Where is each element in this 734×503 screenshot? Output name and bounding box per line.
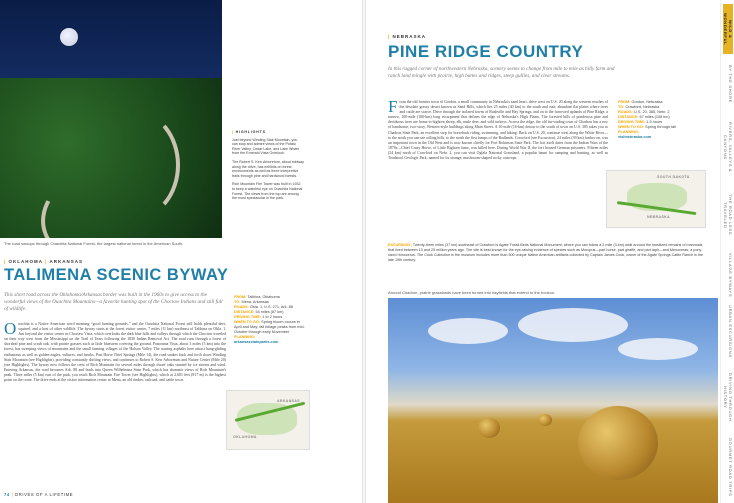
highlight-3: Rich Mountain Fire Tower was built in 1932 to keep a watchful eye on Ouachita National Forest. The views from the top are among the most spectacular in the park. — [232, 182, 303, 201]
right-facts: FROM: Gordon, Nebraska TO: Crawford, Nebraska ROADS: U.S. 20, 385, Nebr. 2 DISTANCE: 67 miles (108 km) DRIVING TIME: 1.5 hours WHEN TO GO: Spring through fall PLANNING: visitnebraska.com — [618, 100, 676, 139]
left-title: TALIMENA SCENIC BYWAY — [4, 266, 229, 284]
right-body: From the old frontier town of Gordon, a small community in Nebraska's sand heart, drive west on U.S. 20 along the western reaches of the desolate grassy desert known as Sand Hills, which lies 25 miles (40 km) to the south and east; abundant flat plains where trees and cattle are scarce. Drive through the isolated towns of Rushville and Hay Springs, and on to the furrowed uplands of Pine Ridge, a narrow, 100-mile (160-km) long escarpment that defines the edge of Nebraska's High Plains. The forested hills of ponderosa pine and deciduous trees are home to bighorn sheep, elk, mule deer, and wild turkeys. Across the ridge, the old fur-trading town of Chadron has a row of handsome, two-story, Western-style buildings along Main Street. A 10-mile (16-km) detour to the south of town on U.S. 385 takes you to Chadron State Park, an excellent stop for horseback riding, swimming, and hiking. Back on U.S. 20, continue west along the White River—to the north you can see rolling hills, to the north the first lumps of the Badlands. Crawford (see Excursion), 24 miles (39 km) farther on, was an important town in the Old West and is now known chiefly for Fort Robinson State Park. The fort itself dates from the Indian Wars of the 1870s—Chief Crazy Horse, of Little Bighorn fame, was killed here. During World War II, the fort housed German prisoners. Fifteen miles (24 km) north of Crawford on Nebr. 2, you can visit Oglala National Grassland, a popular haunt for camping and hunting, as well as Toadstool Geologic Park, named for its strange, mushroom-shaped rocky outcrops. — [388, 97, 608, 161]
tab-0[interactable]: WILD & WONDERFUL — [723, 4, 733, 54]
tab-6[interactable]: DRIVING THROUGH HISTORY — [723, 372, 733, 422]
left-facts: FROM: Talihina, Oklahoma TO: Mena, Arkansas ROADS: Okla. 1, U.S. 271, Ark. 88 DISTANCE: 54 miles (87 km) DRIVING TIME: 1 to 2 hours WHEN TO GO: Spring bloom occurs in April and May; fall foliage peaks from mid-October through early November PLANNING: arkansasstateparks.com — [234, 295, 305, 344]
left-route-map — [226, 390, 310, 450]
highlight-2: The Robert S. Kerr Arboretum, about midway along the drive, has exhibits on forest environments as well as three interpretive trails through pine and hardwood forests. — [232, 159, 304, 178]
tab-7[interactable]: GOURMET ROAD TRIPS — [728, 437, 733, 497]
map-label-south-dakota: SOUTH DAKOTA — [657, 175, 690, 179]
left-deck: This short road across the Oklahoma/Arkansas border was built in the 1960s to give access to the wonderful views of the Ouachita Mountains—a favorite hunting spot of the Choctaw Indians and still full of wildlife. — [4, 292, 223, 312]
right-deck: In this rugged corner of northwestern Nebraska, scenery seems to change from mile to mile as hilly farm and ranch land mingle with prairie, high buttes and ridges, steep gullies, and clear streams. — [388, 66, 615, 79]
photo-caption: The road swoops through Ouachita National Forest, the largest national forest in the American South. — [4, 241, 184, 246]
tab-5[interactable]: URBAN EXCURSIONS — [728, 304, 733, 358]
right-title: PINE RIDGE COUNTRY — [388, 42, 584, 61]
tab-1[interactable]: BY THE SHORE — [728, 64, 733, 104]
highlights-box — [232, 130, 304, 201]
left-kicker: | OKLAHOMA | ARKANSAS — [4, 259, 84, 264]
right-dropcap: F — [388, 97, 398, 116]
excursion-box: EXCURSION | Twenty-three miles (37 km) southeast of Crawford is Agate Fossil Beds National Monument, where you can follow a 2-mile (3-km) walk around the fossilized remains of mammals that lived between 13 and 25 million years ago. The site is best known for the eye-raising evidence of species such as Moropus—part horse, part giraffe, and part tapir—and Menoceras, a pony-sized rhinoceros. The Cook Collection in the museum includes more than 500 unique Native American artifacts collected by Captain James Cook, owner of the Agate Springs Cattle Ranch in the late 19th century. — [388, 243, 703, 262]
map-label-arkansas: ARKANSAS — [277, 399, 301, 403]
left-page — [0, 0, 362, 503]
map-label-nebraska: NEBRASKA — [647, 215, 671, 219]
forest-road-photo — [0, 0, 222, 238]
right-kicker: | NEBRASKA — [388, 34, 427, 39]
tab-2[interactable]: RIVERS, VALLEYS & CANYONS — [723, 121, 733, 173]
hay-bale-large — [578, 406, 658, 480]
field-photo-caption: Around Chadron, prairie grasslands have been turned into hayfields that extend to the horizon. — [388, 290, 556, 295]
tab-3[interactable]: THE ROAD LESS TRAVELED — [723, 194, 733, 236]
right-route-map — [606, 170, 706, 228]
left-body: Ouachita is a Native American word meaning “good hunting grounds,” and the Ouachita National Forest still holds plentiful deer, squirrel, and a host of other wildlife. The byway starts at the forest visitor center, 7 miles (11 km) northeast of Talihina on Okla. 1. Just beyond the visitor center in Choctaw Vista, which overlooks the dark blue hills and valleys through which the Choctaw traveled on their way west from the Mississippi on the Trail of Tears following the 1830 Indian Removal Act. The road runs through a forest of shortleaf pine and scrub oak, with prairie grasses such as little bluestem covering the ground. Panorama Vista, about 3 miles (5 km) into the forest, has sweeping views of mountains and the small farming villages of the Holson Valley. The soaring asphalts here attract hang-gliding enthusiasts as well as golden eagles, vultures, and hawks. Past Horse Thief Springs (Mile 14), the road snakes back and forth down Winding Stair Mountain (see Highlights), providing constantly shifting views, and continues to Robert S. Kerr Arboretum and Nature Center (Mile 20) (see Highlights). The byway now follows the crest of Rich Mountain for several miles through dwarf oaks stunted by ice storms and wind. Entering Arkansas, the road becomes Ark. 88 and leads into Queen Wilhelmina State Park, which has dramatic views of Rich Mountain's peak. Three miles (5 km) east of the park, you reach Rich Mountain Fire Tower (see Highlights), which at 2,681 feet (817 m) is the highest point on the route. The drive ends at the visitor information center in Mena, an old timber, railroad, and cattle town. — [4, 319, 226, 383]
left-dropcap: O — [4, 319, 17, 338]
left-footer: 74 | DRIVES OF A LIFETIME — [4, 492, 74, 497]
tab-4[interactable]: VILLAGE BYWAYS — [728, 252, 733, 298]
highlights-heading: | HIGHLIGHTS — [232, 130, 266, 134]
section-tabs — [720, 0, 734, 503]
hay-bale-far — [538, 414, 552, 426]
highlight-1: Just beyond Winding Stair Mountain, you can stop and admire views of the Potato River Valley, Cedar Lake, and Lake Wister from the Emerald Vista Overlook. — [232, 137, 300, 156]
map-label-oklahoma: OKLAHOMA — [233, 435, 257, 439]
hay-bale-small — [478, 418, 500, 438]
hayfield-photo — [388, 298, 718, 503]
right-page — [366, 0, 734, 503]
excursion-label: EXCURSION — [388, 243, 410, 247]
moon — [60, 28, 78, 46]
